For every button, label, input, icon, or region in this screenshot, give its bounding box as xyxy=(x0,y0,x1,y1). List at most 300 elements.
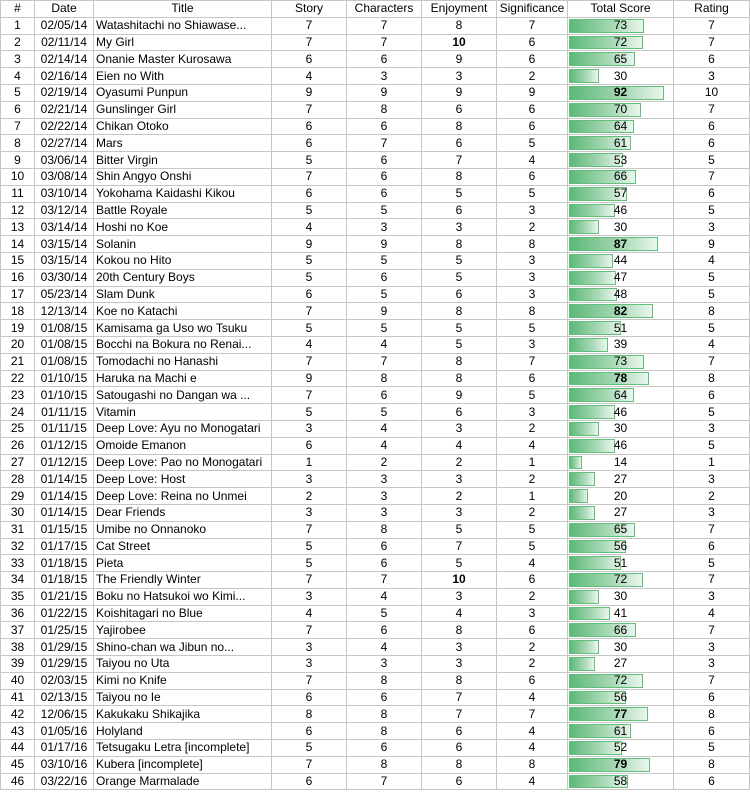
total-score-cell[interactable] xyxy=(568,202,674,219)
date-cell[interactable]: 02/11/14 xyxy=(35,34,94,51)
enjoyment-cell[interactable]: 4 xyxy=(422,437,497,454)
significance-cell[interactable]: 4 xyxy=(497,437,568,454)
row-number-cell[interactable]: 11 xyxy=(1,185,35,202)
date-cell[interactable]: 01/29/15 xyxy=(35,656,94,673)
story-cell[interactable]: 5 xyxy=(272,404,347,421)
rating-cell[interactable]: 3 xyxy=(674,504,750,521)
total-score-cell[interactable] xyxy=(568,656,674,673)
enjoyment-cell[interactable]: 5 xyxy=(422,521,497,538)
date-cell[interactable]: 01/08/15 xyxy=(35,320,94,337)
row-number-cell[interactable]: 31 xyxy=(1,521,35,538)
significance-cell[interactable]: 5 xyxy=(497,387,568,404)
total-score-cell[interactable] xyxy=(568,219,674,236)
characters-cell[interactable]: 4 xyxy=(347,336,422,353)
story-cell[interactable]: 7 xyxy=(272,622,347,639)
story-cell[interactable]: 7 xyxy=(272,756,347,773)
rating-cell[interactable]: 5 xyxy=(674,555,750,572)
characters-cell[interactable]: 3 xyxy=(347,504,422,521)
title-cell[interactable]: My Girl xyxy=(94,34,272,51)
total-score-cell[interactable] xyxy=(568,471,674,488)
total-score-cell[interactable] xyxy=(568,672,674,689)
title-cell[interactable]: Orange Marmalade xyxy=(94,773,272,790)
story-cell[interactable]: 7 xyxy=(272,303,347,320)
rating-cell[interactable]: 7 xyxy=(674,572,750,589)
date-cell[interactable]: 01/12/15 xyxy=(35,454,94,471)
significance-cell[interactable]: 5 xyxy=(497,135,568,152)
story-cell[interactable]: 3 xyxy=(272,504,347,521)
row-number-cell[interactable]: 24 xyxy=(1,404,35,421)
story-cell[interactable]: 7 xyxy=(272,353,347,370)
story-cell[interactable]: 7 xyxy=(272,168,347,185)
significance-cell[interactable]: 5 xyxy=(497,320,568,337)
total-score-cell[interactable] xyxy=(568,723,674,740)
rating-cell[interactable]: 3 xyxy=(674,656,750,673)
total-score-cell[interactable] xyxy=(568,303,674,320)
characters-cell[interactable]: 7 xyxy=(347,34,422,51)
date-cell[interactable]: 03/10/14 xyxy=(35,185,94,202)
row-number-cell[interactable]: 45 xyxy=(1,756,35,773)
story-cell[interactable]: 7 xyxy=(272,101,347,118)
characters-cell[interactable]: 3 xyxy=(347,68,422,85)
date-cell[interactable]: 01/14/15 xyxy=(35,471,94,488)
header-number[interactable]: # xyxy=(1,1,35,18)
characters-cell[interactable]: 8 xyxy=(347,370,422,387)
characters-cell[interactable]: 8 xyxy=(347,756,422,773)
row-number-cell[interactable]: 34 xyxy=(1,572,35,589)
enjoyment-cell[interactable]: 5 xyxy=(422,336,497,353)
significance-cell[interactable]: 6 xyxy=(497,168,568,185)
significance-cell[interactable]: 4 xyxy=(497,723,568,740)
story-cell[interactable]: 4 xyxy=(272,605,347,622)
enjoyment-cell[interactable]: 6 xyxy=(422,740,497,757)
total-score-cell[interactable] xyxy=(568,152,674,169)
row-number-cell[interactable]: 18 xyxy=(1,303,35,320)
characters-cell[interactable]: 8 xyxy=(347,101,422,118)
characters-cell[interactable]: 3 xyxy=(347,219,422,236)
row-number-cell[interactable]: 25 xyxy=(1,420,35,437)
header-characters[interactable]: Characters xyxy=(347,1,422,18)
story-cell[interactable]: 5 xyxy=(272,320,347,337)
story-cell[interactable]: 9 xyxy=(272,370,347,387)
enjoyment-cell[interactable]: 6 xyxy=(422,101,497,118)
enjoyment-cell[interactable]: 8 xyxy=(422,17,497,34)
enjoyment-cell[interactable]: 3 xyxy=(422,504,497,521)
total-score-cell[interactable] xyxy=(568,51,674,68)
characters-cell[interactable]: 6 xyxy=(347,538,422,555)
row-number-cell[interactable]: 36 xyxy=(1,605,35,622)
story-cell[interactable]: 6 xyxy=(272,723,347,740)
date-cell[interactable]: 03/10/16 xyxy=(35,756,94,773)
enjoyment-cell[interactable]: 5 xyxy=(422,185,497,202)
story-cell[interactable]: 3 xyxy=(272,588,347,605)
significance-cell[interactable]: 2 xyxy=(497,588,568,605)
rating-cell[interactable]: 6 xyxy=(674,538,750,555)
total-score-cell[interactable] xyxy=(568,168,674,185)
significance-cell[interactable]: 3 xyxy=(497,336,568,353)
characters-cell[interactable]: 8 xyxy=(347,723,422,740)
total-score-cell[interactable] xyxy=(568,404,674,421)
rating-cell[interactable]: 6 xyxy=(674,773,750,790)
significance-cell[interactable]: 2 xyxy=(497,639,568,656)
enjoyment-cell[interactable]: 10 xyxy=(422,34,497,51)
title-cell[interactable]: Koishitagari no Blue xyxy=(94,605,272,622)
date-cell[interactable]: 02/05/14 xyxy=(35,17,94,34)
enjoyment-cell[interactable]: 3 xyxy=(422,420,497,437)
title-cell[interactable]: Mars xyxy=(94,135,272,152)
story-cell[interactable]: 6 xyxy=(272,689,347,706)
rating-cell[interactable]: 8 xyxy=(674,370,750,387)
enjoyment-cell[interactable]: 6 xyxy=(422,723,497,740)
date-cell[interactable]: 01/11/15 xyxy=(35,420,94,437)
story-cell[interactable]: 8 xyxy=(272,706,347,723)
row-number-cell[interactable]: 37 xyxy=(1,622,35,639)
date-cell[interactable]: 02/16/14 xyxy=(35,68,94,85)
rating-cell[interactable]: 7 xyxy=(674,101,750,118)
significance-cell[interactable]: 7 xyxy=(497,706,568,723)
characters-cell[interactable]: 7 xyxy=(347,135,422,152)
date-cell[interactable]: 01/17/16 xyxy=(35,740,94,757)
row-number-cell[interactable]: 29 xyxy=(1,488,35,505)
row-number-cell[interactable]: 39 xyxy=(1,656,35,673)
rating-cell[interactable]: 6 xyxy=(674,723,750,740)
row-number-cell[interactable]: 9 xyxy=(1,152,35,169)
date-cell[interactable]: 02/13/15 xyxy=(35,689,94,706)
story-cell[interactable]: 3 xyxy=(272,420,347,437)
date-cell[interactable]: 02/19/14 xyxy=(35,84,94,101)
characters-cell[interactable]: 5 xyxy=(347,286,422,303)
characters-cell[interactable]: 6 xyxy=(347,555,422,572)
enjoyment-cell[interactable]: 5 xyxy=(422,320,497,337)
header-date[interactable]: Date xyxy=(35,1,94,18)
characters-cell[interactable]: 4 xyxy=(347,639,422,656)
rating-cell[interactable]: 7 xyxy=(674,353,750,370)
enjoyment-cell[interactable]: 8 xyxy=(422,118,497,135)
story-cell[interactable]: 4 xyxy=(272,68,347,85)
enjoyment-cell[interactable]: 3 xyxy=(422,588,497,605)
significance-cell[interactable]: 1 xyxy=(497,488,568,505)
title-cell[interactable]: Taiyou no Uta xyxy=(94,656,272,673)
enjoyment-cell[interactable]: 6 xyxy=(422,404,497,421)
title-cell[interactable]: Deep Love: Ayu no Monogatari xyxy=(94,420,272,437)
row-number-cell[interactable]: 15 xyxy=(1,252,35,269)
row-number-cell[interactable]: 33 xyxy=(1,555,35,572)
title-cell[interactable]: Pieta xyxy=(94,555,272,572)
total-score-cell[interactable] xyxy=(568,269,674,286)
date-cell[interactable]: 03/06/14 xyxy=(35,152,94,169)
rating-cell[interactable]: 7 xyxy=(674,521,750,538)
significance-cell[interactable]: 4 xyxy=(497,152,568,169)
row-number-cell[interactable]: 42 xyxy=(1,706,35,723)
title-cell[interactable]: The Friendly Winter xyxy=(94,572,272,589)
story-cell[interactable]: 6 xyxy=(272,185,347,202)
row-number-cell[interactable]: 38 xyxy=(1,639,35,656)
significance-cell[interactable]: 7 xyxy=(497,17,568,34)
row-number-cell[interactable]: 2 xyxy=(1,34,35,51)
total-score-cell[interactable] xyxy=(568,706,674,723)
significance-cell[interactable]: 2 xyxy=(497,68,568,85)
characters-cell[interactable]: 6 xyxy=(347,689,422,706)
enjoyment-cell[interactable]: 8 xyxy=(422,622,497,639)
date-cell[interactable]: 03/14/14 xyxy=(35,219,94,236)
total-score-cell[interactable] xyxy=(568,34,674,51)
date-cell[interactable]: 01/29/15 xyxy=(35,639,94,656)
characters-cell[interactable]: 5 xyxy=(347,605,422,622)
date-cell[interactable]: 01/15/15 xyxy=(35,521,94,538)
date-cell[interactable]: 02/27/14 xyxy=(35,135,94,152)
date-cell[interactable]: 01/25/15 xyxy=(35,622,94,639)
title-cell[interactable]: Haruka na Machi e xyxy=(94,370,272,387)
characters-cell[interactable]: 6 xyxy=(347,152,422,169)
rating-cell[interactable]: 5 xyxy=(674,740,750,757)
total-score-cell[interactable] xyxy=(568,588,674,605)
rating-cell[interactable]: 5 xyxy=(674,320,750,337)
rating-cell[interactable]: 2 xyxy=(674,488,750,505)
title-cell[interactable]: Bocchi na Bokura no Renai... xyxy=(94,336,272,353)
total-score-cell[interactable] xyxy=(568,538,674,555)
story-cell[interactable]: 3 xyxy=(272,471,347,488)
rating-cell[interactable]: 8 xyxy=(674,756,750,773)
story-cell[interactable]: 7 xyxy=(272,521,347,538)
story-cell[interactable]: 7 xyxy=(272,672,347,689)
row-number-cell[interactable]: 17 xyxy=(1,286,35,303)
significance-cell[interactable]: 3 xyxy=(497,252,568,269)
total-score-cell[interactable] xyxy=(568,185,674,202)
story-cell[interactable]: 6 xyxy=(272,51,347,68)
title-cell[interactable]: Deep Love: Reina no Unmei xyxy=(94,488,272,505)
title-cell[interactable]: Satougashi no Dangan wa ... xyxy=(94,387,272,404)
story-cell[interactable]: 2 xyxy=(272,488,347,505)
significance-cell[interactable]: 6 xyxy=(497,101,568,118)
title-cell[interactable]: Onanie Master Kurosawa xyxy=(94,51,272,68)
row-number-cell[interactable]: 32 xyxy=(1,538,35,555)
characters-cell[interactable]: 9 xyxy=(347,303,422,320)
story-cell[interactable]: 4 xyxy=(272,336,347,353)
row-number-cell[interactable]: 22 xyxy=(1,370,35,387)
row-number-cell[interactable]: 26 xyxy=(1,437,35,454)
row-number-cell[interactable]: 4 xyxy=(1,68,35,85)
row-number-cell[interactable]: 27 xyxy=(1,454,35,471)
row-number-cell[interactable]: 16 xyxy=(1,269,35,286)
enjoyment-cell[interactable]: 5 xyxy=(422,555,497,572)
enjoyment-cell[interactable]: 8 xyxy=(422,370,497,387)
date-cell[interactable]: 03/08/14 xyxy=(35,168,94,185)
significance-cell[interactable]: 8 xyxy=(497,756,568,773)
rating-cell[interactable]: 5 xyxy=(674,437,750,454)
rating-cell[interactable]: 7 xyxy=(674,168,750,185)
total-score-cell[interactable] xyxy=(568,101,674,118)
title-cell[interactable]: Yokohama Kaidashi Kikou xyxy=(94,185,272,202)
total-score-cell[interactable] xyxy=(568,84,674,101)
date-cell[interactable]: 02/21/14 xyxy=(35,101,94,118)
rating-cell[interactable]: 3 xyxy=(674,219,750,236)
row-number-cell[interactable]: 1 xyxy=(1,17,35,34)
characters-cell[interactable]: 5 xyxy=(347,320,422,337)
enjoyment-cell[interactable]: 2 xyxy=(422,454,497,471)
total-score-cell[interactable] xyxy=(568,756,674,773)
total-score-cell[interactable] xyxy=(568,336,674,353)
significance-cell[interactable]: 6 xyxy=(497,370,568,387)
date-cell[interactable]: 01/21/15 xyxy=(35,588,94,605)
date-cell[interactable]: 01/12/15 xyxy=(35,437,94,454)
total-score-cell[interactable] xyxy=(568,437,674,454)
significance-cell[interactable]: 3 xyxy=(497,202,568,219)
title-cell[interactable]: Yajirobee xyxy=(94,622,272,639)
significance-cell[interactable]: 5 xyxy=(497,538,568,555)
date-cell[interactable]: 03/15/14 xyxy=(35,236,94,253)
rating-cell[interactable]: 5 xyxy=(674,202,750,219)
date-cell[interactable]: 12/13/14 xyxy=(35,303,94,320)
significance-cell[interactable]: 8 xyxy=(497,303,568,320)
total-score-cell[interactable] xyxy=(568,353,674,370)
rating-cell[interactable]: 5 xyxy=(674,286,750,303)
date-cell[interactable]: 02/14/14 xyxy=(35,51,94,68)
characters-cell[interactable]: 5 xyxy=(347,202,422,219)
date-cell[interactable]: 01/11/15 xyxy=(35,404,94,421)
total-score-cell[interactable] xyxy=(568,521,674,538)
rating-cell[interactable]: 1 xyxy=(674,454,750,471)
characters-cell[interactable]: 6 xyxy=(347,269,422,286)
title-cell[interactable]: Holyland xyxy=(94,723,272,740)
rating-cell[interactable]: 10 xyxy=(674,84,750,101)
enjoyment-cell[interactable]: 3 xyxy=(422,219,497,236)
total-score-cell[interactable] xyxy=(568,773,674,790)
characters-cell[interactable]: 5 xyxy=(347,404,422,421)
rating-cell[interactable]: 3 xyxy=(674,471,750,488)
significance-cell[interactable]: 2 xyxy=(497,504,568,521)
significance-cell[interactable]: 3 xyxy=(497,269,568,286)
row-number-cell[interactable]: 20 xyxy=(1,336,35,353)
significance-cell[interactable]: 3 xyxy=(497,286,568,303)
significance-cell[interactable]: 4 xyxy=(497,773,568,790)
enjoyment-cell[interactable]: 9 xyxy=(422,51,497,68)
story-cell[interactable]: 3 xyxy=(272,656,347,673)
total-score-cell[interactable] xyxy=(568,605,674,622)
header-significance[interactable]: Significance xyxy=(497,1,568,18)
date-cell[interactable]: 01/08/15 xyxy=(35,353,94,370)
characters-cell[interactable]: 9 xyxy=(347,236,422,253)
characters-cell[interactable]: 3 xyxy=(347,656,422,673)
enjoyment-cell[interactable]: 4 xyxy=(422,605,497,622)
enjoyment-cell[interactable]: 7 xyxy=(422,152,497,169)
rating-cell[interactable]: 3 xyxy=(674,420,750,437)
enjoyment-cell[interactable]: 8 xyxy=(422,303,497,320)
story-cell[interactable]: 7 xyxy=(272,17,347,34)
title-cell[interactable]: Watashitachi no Shiawase... xyxy=(94,17,272,34)
rating-cell[interactable]: 7 xyxy=(674,672,750,689)
title-cell[interactable]: Eien no With xyxy=(94,68,272,85)
enjoyment-cell[interactable]: 8 xyxy=(422,236,497,253)
title-cell[interactable]: Umibe no Onnanoko xyxy=(94,521,272,538)
date-cell[interactable]: 02/03/15 xyxy=(35,672,94,689)
story-cell[interactable]: 5 xyxy=(272,740,347,757)
story-cell[interactable]: 6 xyxy=(272,286,347,303)
enjoyment-cell[interactable]: 7 xyxy=(422,538,497,555)
story-cell[interactable]: 5 xyxy=(272,269,347,286)
title-cell[interactable]: Kimi no Knife xyxy=(94,672,272,689)
title-cell[interactable]: Kokou no Hito xyxy=(94,252,272,269)
characters-cell[interactable]: 7 xyxy=(347,773,422,790)
title-cell[interactable]: Kamisama ga Uso wo Tsuku xyxy=(94,320,272,337)
total-score-cell[interactable] xyxy=(568,622,674,639)
header-story[interactable]: Story xyxy=(272,1,347,18)
date-cell[interactable]: 02/22/14 xyxy=(35,118,94,135)
characters-cell[interactable]: 6 xyxy=(347,168,422,185)
total-score-cell[interactable] xyxy=(568,252,674,269)
story-cell[interactable]: 7 xyxy=(272,34,347,51)
row-number-cell[interactable]: 13 xyxy=(1,219,35,236)
row-number-cell[interactable]: 44 xyxy=(1,740,35,757)
enjoyment-cell[interactable]: 6 xyxy=(422,286,497,303)
characters-cell[interactable]: 8 xyxy=(347,706,422,723)
characters-cell[interactable]: 6 xyxy=(347,387,422,404)
row-number-cell[interactable]: 5 xyxy=(1,84,35,101)
row-number-cell[interactable]: 8 xyxy=(1,135,35,152)
significance-cell[interactable]: 6 xyxy=(497,51,568,68)
story-cell[interactable]: 3 xyxy=(272,639,347,656)
row-number-cell[interactable]: 10 xyxy=(1,168,35,185)
total-score-cell[interactable] xyxy=(568,420,674,437)
significance-cell[interactable]: 4 xyxy=(497,740,568,757)
total-score-cell[interactable] xyxy=(568,236,674,253)
total-score-cell[interactable] xyxy=(568,387,674,404)
total-score-cell[interactable] xyxy=(568,286,674,303)
significance-cell[interactable]: 5 xyxy=(497,185,568,202)
rating-cell[interactable]: 3 xyxy=(674,639,750,656)
date-cell[interactable]: 01/14/15 xyxy=(35,504,94,521)
title-cell[interactable]: Deep Love: Pao no Monogatari xyxy=(94,454,272,471)
date-cell[interactable]: 01/10/15 xyxy=(35,370,94,387)
significance-cell[interactable]: 6 xyxy=(497,672,568,689)
title-cell[interactable]: Cat Street xyxy=(94,538,272,555)
header-title[interactable]: Title xyxy=(94,1,272,18)
rating-cell[interactable]: 9 xyxy=(674,236,750,253)
row-number-cell[interactable]: 41 xyxy=(1,689,35,706)
header-enjoyment[interactable]: Enjoyment xyxy=(422,1,497,18)
significance-cell[interactable]: 4 xyxy=(497,555,568,572)
date-cell[interactable]: 03/22/16 xyxy=(35,773,94,790)
characters-cell[interactable]: 9 xyxy=(347,84,422,101)
enjoyment-cell[interactable]: 7 xyxy=(422,706,497,723)
characters-cell[interactable]: 3 xyxy=(347,471,422,488)
characters-cell[interactable]: 2 xyxy=(347,454,422,471)
characters-cell[interactable]: 8 xyxy=(347,672,422,689)
significance-cell[interactable]: 9 xyxy=(497,84,568,101)
total-score-cell[interactable] xyxy=(568,572,674,589)
story-cell[interactable]: 6 xyxy=(272,773,347,790)
title-cell[interactable]: Dear Friends xyxy=(94,504,272,521)
characters-cell[interactable]: 7 xyxy=(347,17,422,34)
rating-cell[interactable]: 5 xyxy=(674,152,750,169)
row-number-cell[interactable]: 35 xyxy=(1,588,35,605)
row-number-cell[interactable]: 46 xyxy=(1,773,35,790)
date-cell[interactable]: 01/17/15 xyxy=(35,538,94,555)
story-cell[interactable]: 5 xyxy=(272,538,347,555)
total-score-cell[interactable] xyxy=(568,488,674,505)
date-cell[interactable]: 01/14/15 xyxy=(35,488,94,505)
significance-cell[interactable]: 2 xyxy=(497,656,568,673)
row-number-cell[interactable]: 21 xyxy=(1,353,35,370)
story-cell[interactable]: 7 xyxy=(272,387,347,404)
rating-cell[interactable]: 3 xyxy=(674,588,750,605)
characters-cell[interactable]: 7 xyxy=(347,353,422,370)
header-rating[interactable]: Rating xyxy=(674,1,750,18)
enjoyment-cell[interactable]: 3 xyxy=(422,639,497,656)
enjoyment-cell[interactable]: 5 xyxy=(422,252,497,269)
story-cell[interactable]: 5 xyxy=(272,152,347,169)
enjoyment-cell[interactable]: 3 xyxy=(422,656,497,673)
rating-cell[interactable]: 4 xyxy=(674,336,750,353)
enjoyment-cell[interactable]: 6 xyxy=(422,773,497,790)
